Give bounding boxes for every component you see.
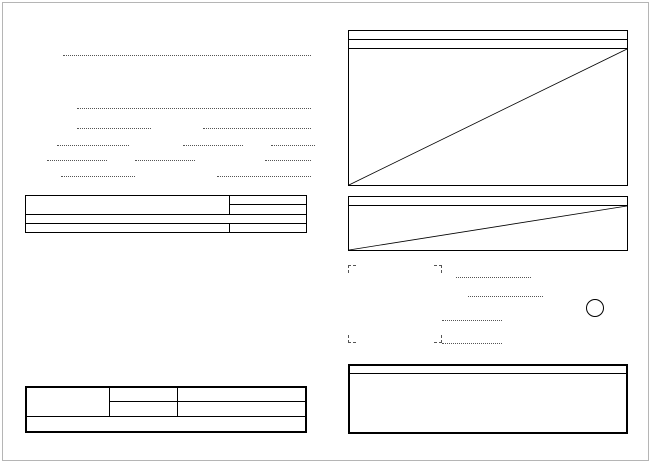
citizenship-value: [183, 145, 243, 146]
addendum-title: [349, 197, 627, 206]
signature-area: [348, 265, 628, 345]
report-card-page: [2, 2, 649, 461]
grade-year-value: [135, 160, 195, 161]
director-label: [442, 343, 502, 344]
progress-label: [26, 214, 307, 223]
school-year-value: [61, 176, 135, 177]
comment-strike-line: [349, 49, 627, 185]
addendum-box: [348, 196, 628, 251]
subjects-header: [26, 224, 230, 233]
scale-title: [350, 366, 626, 374]
place-value: [456, 277, 531, 278]
comment-box: [348, 30, 628, 186]
class-value: [47, 160, 107, 161]
birth-number-value: [271, 145, 315, 146]
register-number-value: [217, 176, 311, 177]
subjects-period-label: [230, 224, 307, 233]
pob-value: [203, 128, 311, 129]
name-value: [77, 108, 311, 109]
absence-box: [25, 386, 307, 433]
nationality-value: [57, 145, 129, 146]
school-value: [63, 55, 311, 56]
date-value: [468, 296, 543, 297]
dob-value: [77, 128, 151, 129]
teacher-label: [442, 320, 502, 321]
qr-code-icon: [368, 281, 422, 335]
grades-table: [25, 195, 307, 233]
behavior-value: [230, 205, 307, 214]
stamp-circle: [586, 299, 604, 317]
attendance-year-value: [265, 160, 311, 161]
period-label: [230, 196, 307, 205]
addendum-strike-line: [349, 206, 627, 250]
behavior-label: [26, 196, 230, 215]
comment-period: [349, 40, 627, 49]
grading-scale-box: [348, 364, 628, 434]
comment-title: [349, 31, 627, 40]
